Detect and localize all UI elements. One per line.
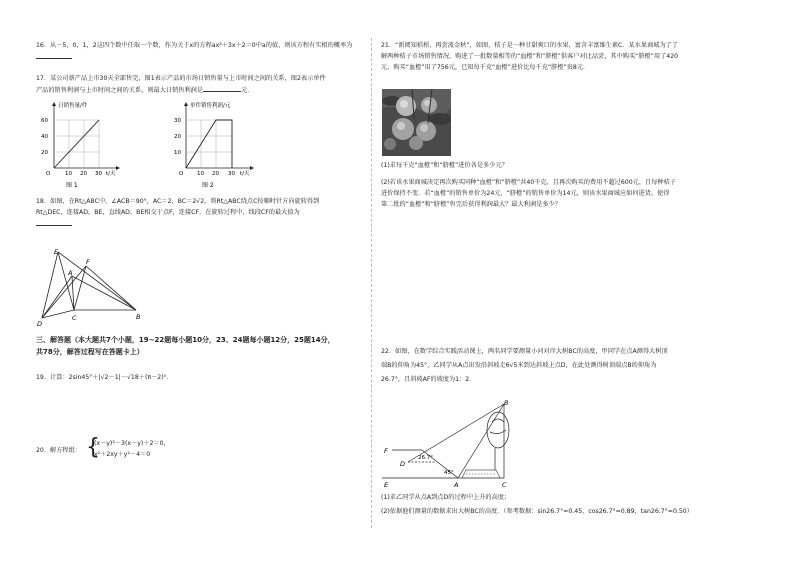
question-21-line1: 21．“新阅知桔柑，再尝流金秋”，如图，桔子是一种甘甜爽口的水果，富含丰富维生素C．某水果商城为了了 [381, 42, 679, 49]
fig2-origin: O [179, 171, 184, 177]
fig1-xtick-10: 10 [65, 171, 72, 177]
section-3-line1: 三、解答题（本大题共7个小题，19~22题每小题10分，23、24题每小题12分，25题14分， [36, 336, 335, 344]
section-3-heading [36, 334, 368, 358]
point-D: D [400, 460, 406, 468]
question-22-line2: 端B的仰角为45°，乙同学从A点出发沿斜坡走6√5米到达斜坡上点D，在此处测得树顶端点B的仰角为 [381, 362, 657, 369]
sales-line [54, 120, 99, 168]
question-18 [36, 196, 366, 230]
point-B: B [136, 313, 141, 321]
point-A: A [454, 481, 459, 489]
figure-1-sales-chart [36, 98, 126, 190]
question-18-line2: Rt△DEC，连接AD，BE，直线AD，BE相交于点F，连接CF，在旋转过程中，线段CF的最大值为 [36, 209, 300, 216]
question-21-sub2-line3: 第二批的“血橙”和“脐橙”售完后获得利润最大？最大利润是多少？ [381, 201, 561, 208]
section-3-line2: 共78分，解答过程写在答题卡上） [36, 348, 144, 356]
fig2-caption: 图 2 [202, 182, 214, 189]
angle-45: 45° [444, 470, 454, 476]
fig1-xtick-20: 20 [80, 171, 87, 177]
point-A: A [68, 269, 73, 277]
point-C: C [72, 314, 77, 322]
fig1-ytick-20: 20 [41, 150, 48, 156]
point-E: E [54, 248, 59, 256]
profit-line [186, 120, 232, 168]
question-22-sub1: (1)求乙同学从点A到点D的过程中上升的高度； [381, 494, 511, 501]
question-21-sub2-line2: 进价保持不变．若“血橙”的销售单价为24元，“脐橙”的销售单价为14元，则该水果商城应如何进货，使得 [381, 190, 670, 197]
question-22-line3: 26.7°，且斜坡AF的坡度为1：2． [381, 376, 476, 383]
point-D: D [37, 320, 43, 328]
question-22-sub2: (2)依据他们测量的数据求出大树BC的高度．（参考数据：sin26.7°≈0.45，cos26.7°≈0.89，tan26.7°≈0.50） [381, 508, 693, 515]
fig1-ytick-60: 60 [41, 118, 48, 124]
fig2-x-unit: t/天 [240, 171, 250, 177]
fig2-ytick-30: 30 [174, 118, 181, 124]
fig1-x-unit: t/天 [106, 171, 116, 177]
question-21-sub1: (1)求每千克“血橙”和“脐橙”进价各是多少元？ [381, 162, 508, 169]
point-F: F [384, 447, 388, 455]
fig2-ytick-10: 10 [174, 150, 181, 156]
fig1-ytick-40: 40 [41, 134, 48, 140]
fig2-xtick-20: 20 [212, 171, 219, 177]
fig2-ytick-20: 20 [174, 134, 181, 140]
question-19: 19．计算：2sin45°＋|√2－1|－√18＋(π－2)⁰． [36, 374, 173, 381]
fig1-y-axis-label: 日销售量/件 [58, 103, 88, 109]
figure-q18-rotation [34, 248, 154, 328]
fig1-caption: 图 1 [66, 182, 78, 189]
oranges-photo [382, 89, 451, 156]
question-21-line2: 解两种桔子市场销售情况，购进了一批数量相等的“血橙”和“脐橙”供客户对比品尝，其中购买“脐橙”用了420 [381, 53, 679, 60]
fig1-xtick-30: 30 [95, 171, 102, 177]
question-18-blank [36, 218, 366, 230]
point-C: C [502, 481, 507, 489]
right-column [381, 40, 759, 73]
question-21-line3: 元，购买“血橙”用了756元，已知每千克“血橙”进价比每千克“脐橙”贵8元． [381, 64, 590, 71]
figure-q22-tree [380, 398, 530, 490]
question-21-subparts [381, 160, 759, 210]
column-divider [371, 38, 372, 528]
question-18-line1: 18．如图，在Rt△ABC中，∠ACB＝90°，AC＝2，BC＝2√2，将Rt△ABC绕点C按顺时针方向旋转得到 [36, 198, 320, 205]
question-20-label: 20．解方程组： [36, 447, 81, 454]
question-22 [381, 346, 759, 385]
question-20-eq1: (x－y)²－3(x－y)＋2＝0， [94, 440, 170, 447]
question-16: 16．从－5，0，1，2这四个数中任取一个数，作为关于x的方程ax²＋3x＋2＝0中a的值，则该方程有实根的概率为 [36, 40, 366, 63]
point-B: B [504, 399, 509, 407]
question-20-eq2: x²＋2xy＋y²－4＝0 [94, 451, 151, 458]
angle-26-7: 26.7° [418, 455, 433, 461]
left-column [36, 40, 366, 96]
fig1-origin: O [46, 171, 51, 177]
question-17-line2: 产品的销售利润与上市时间之间的关系，则最大日销售利润是 元． [36, 84, 366, 96]
fig2-xtick-10: 10 [197, 171, 204, 177]
point-E: E [384, 481, 389, 489]
brace-icon: { [86, 435, 100, 460]
point-F: F [86, 258, 90, 266]
figure-2-profit-chart [172, 98, 262, 190]
question-22-line1: 22．如图，在数学综合实践活动课上，两名同学要测量小河对岸大树BC的高度，甲同学在点A测得大树顶 [381, 348, 668, 355]
question-17-line1: 17．某公司新产品上市30天全部售完，图1表示产品的市场日销售量与上市时间之间的关系，图2表示单件 [36, 75, 326, 82]
fig2-y-axis-label: 单件销售利润/元 [190, 103, 231, 109]
fig2-xtick-30: 30 [228, 171, 235, 177]
question-21-sub2-line1: (2)若该水果商城决定再次购买同种“血橙”和“脐橙”共40千克，且再次购买的费用不超过600元，且每种桔子 [381, 179, 676, 186]
question-22-subparts [381, 492, 771, 517]
